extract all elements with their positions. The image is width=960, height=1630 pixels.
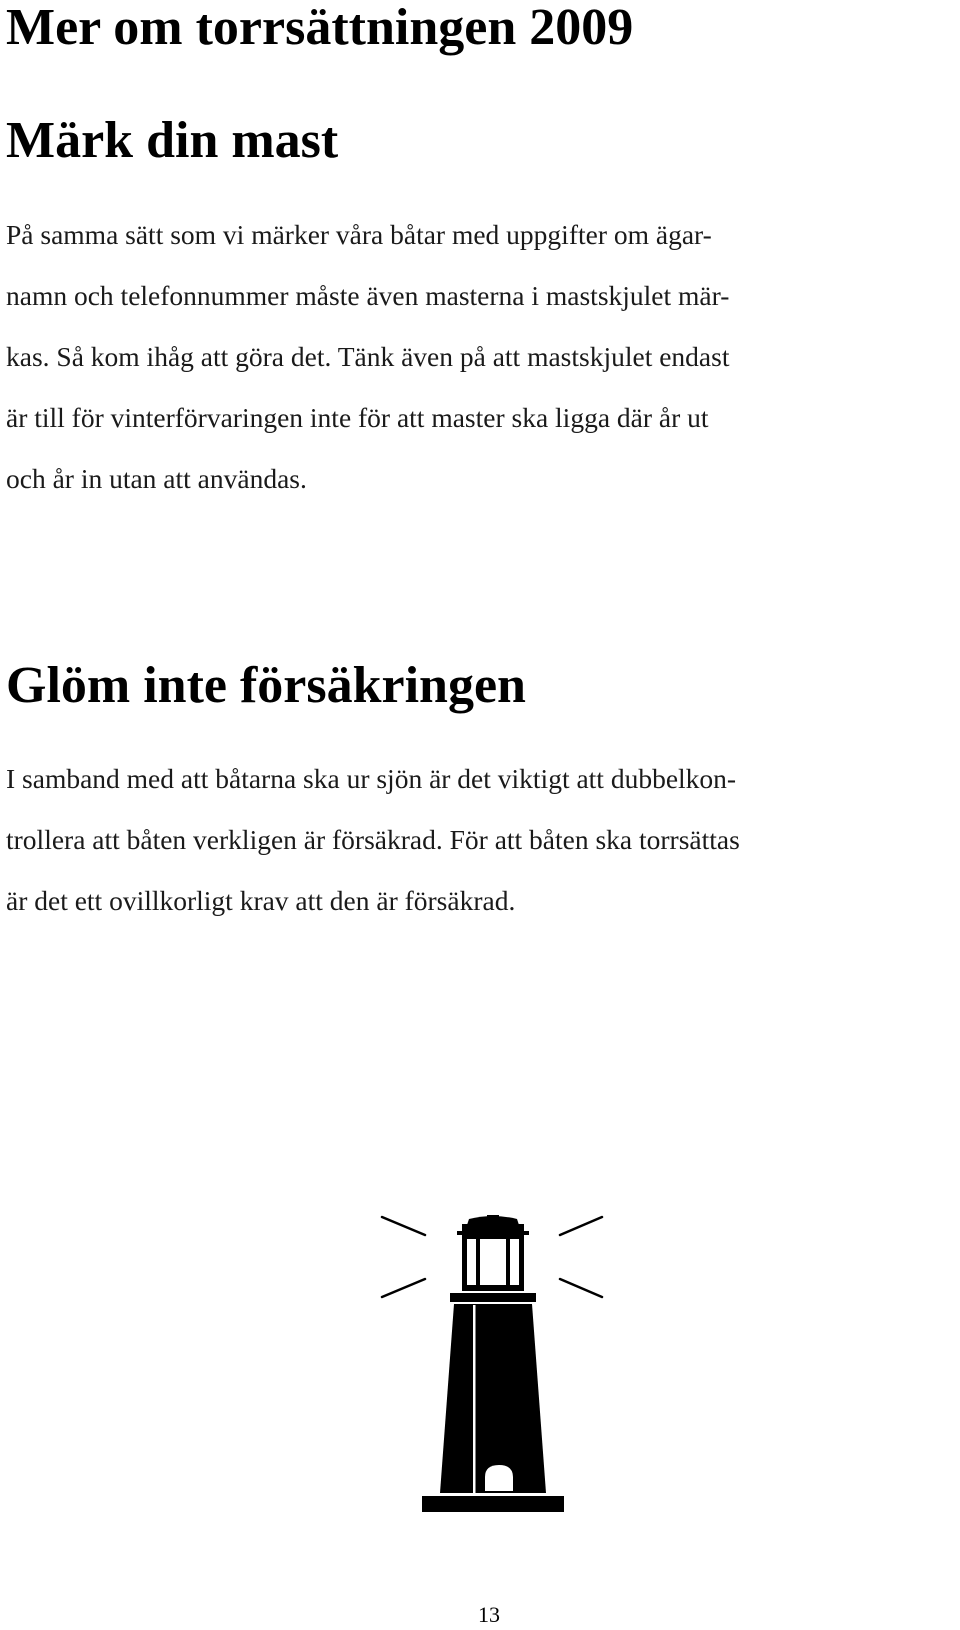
paragraph-line: På samma sätt som vi märker våra båtar med uppgifter om ägar- [6, 219, 712, 250]
paragraph-line: är det ett ovillkorligt krav att den är försäkrad. [6, 885, 516, 916]
page-title: Mer om torrsättningen 2009 [6, 0, 634, 56]
paragraph-mast [6, 204, 956, 509]
section-heading-mast: Märk din mast [6, 112, 339, 169]
paragraph-forsakring [6, 748, 956, 931]
section-heading-forsakring: Glöm inte försäkringen [6, 657, 526, 714]
paragraph-line: kas. Så kom ihåg att göra det. Tänk även på att mastskjulet endast [6, 341, 730, 372]
paragraph-line: I samband med att båtarna ska ur sjön är det viktigt att dubbelkon- [6, 763, 737, 794]
page-number: 13 [478, 1602, 500, 1627]
lighthouse-icon [380, 1215, 605, 1515]
paragraph-line: och år in utan att användas. [6, 463, 307, 494]
paragraph-line: trollera att båten verkligen är försäkrad. För att båten ska torrsättas [6, 824, 740, 855]
paragraph-line: namn och telefonnummer måste även masterna i mastskjulet mär- [6, 280, 730, 311]
paragraph-line: är till för vinterförvaringen inte för att master ska ligga där år ut [6, 402, 709, 433]
